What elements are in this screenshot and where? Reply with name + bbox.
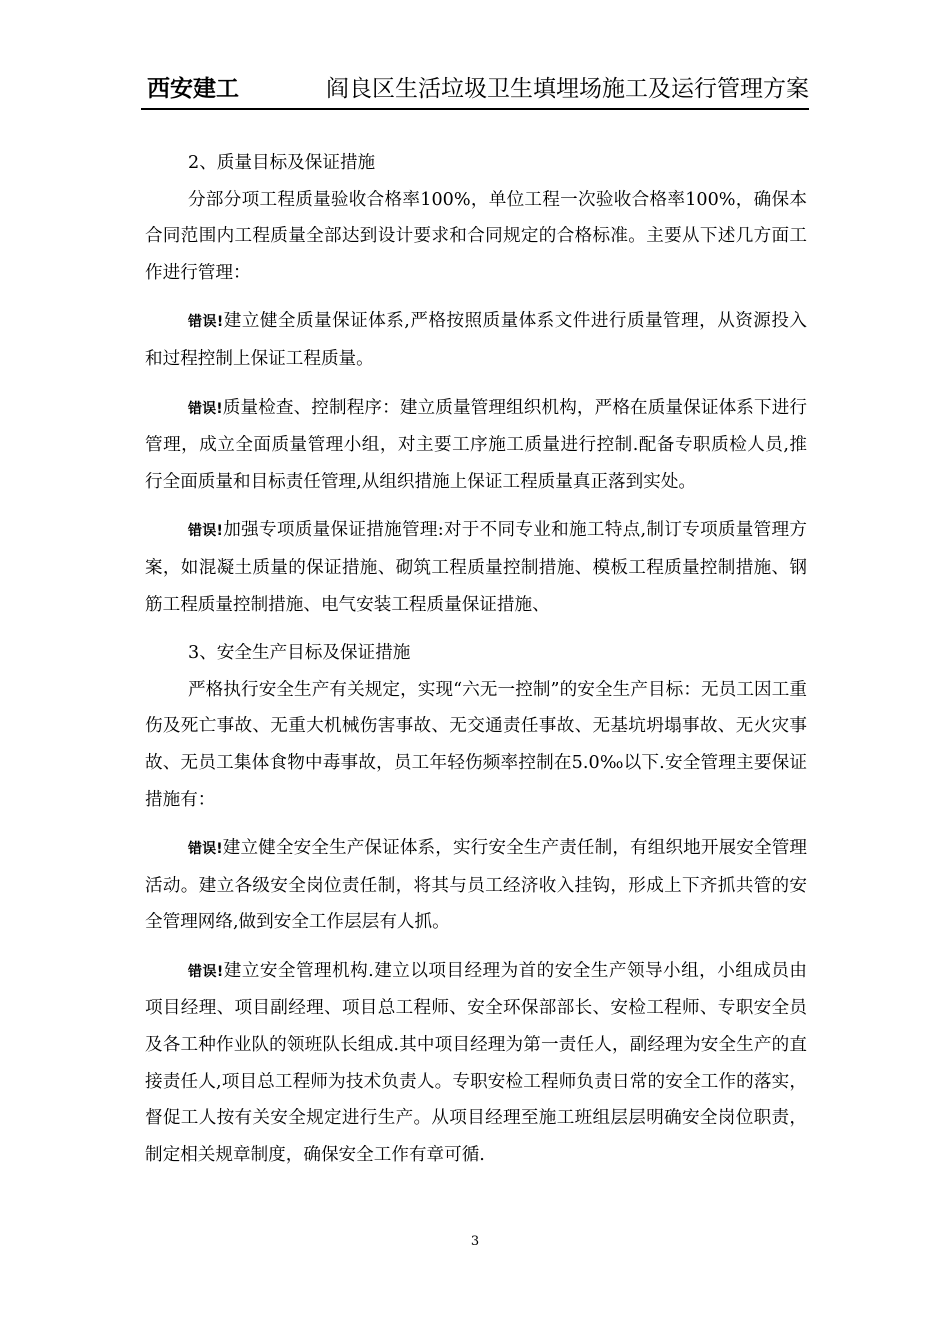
safety-item-2 — [145, 953, 807, 1174]
error-marker: 错误! — [188, 314, 224, 331]
section-heading-quality: 2、质量目标及保证措施 — [188, 153, 376, 173]
safety-item-2-text: 建立安全管理机构.建立以项目经理为首的安全生产领导小组，小组成员由项目经理、项目副经理、项目总工程师、安全环保部部长、安检工程师、专职安全员及各工种作业队的领班队长组成.其中项目经理为第一责任人，副经理为安全生产的直接责任人,项目总工程师为技术负责人。专职安检工程师负责日常的安全工作的落实，督促工人按有关安全规定进行生产。从项目经理至施工班组层层明确安全岗位职责，制定相关规章制度，确保安全工作有章可循. — [145, 960, 807, 1165]
spacer — [145, 378, 807, 390]
document-body — [145, 145, 807, 1173]
quality-intro-paragraph: 分部分项工程质量验收合格率100%，单位工程一次验收合格率100%，确保本合同范围内工程质量全部达到设计要求和合同规定的合格标准。主要从下述几方面工作进行管理： — [145, 189, 807, 283]
quality-item-3-text: 加强专项质量保证措施管理:对于不同专业和施工特点,制订专项质量管理方案，如混凝土质量的保证措施、砌筑工程质量控制措施、模板工程质量控制措施、钢筋工程质量控制措施、电气安装工程质量保证措施、 — [145, 520, 807, 615]
quality-item-3 — [145, 512, 807, 623]
safety-intro-paragraph: 严格执行安全生产有关规定，实现“六无一控制”的安全生产目标：无员工因工重伤及死亡事故、无重大机械伤害事故、无交通责任事故、无基坑坍塌事故、无火灾事故、无员工集体食物中毒事故，员工年轻伤频率控制在5.0‰以下.安全管理主要保证措施有： — [145, 679, 807, 810]
page-number: 3 — [470, 1234, 480, 1249]
spacer — [145, 291, 807, 303]
spacer — [145, 941, 807, 953]
error-marker: 错误! — [188, 523, 223, 540]
spacer — [145, 623, 807, 635]
error-marker: 错误! — [188, 841, 223, 858]
spacer — [145, 818, 807, 830]
quality-item-1-text: 建立健全质量保证体系,严格按照质量体系文件进行质量管理，从资源投入和过程控制上保证工程质量。 — [145, 311, 807, 369]
safety-item-1 — [145, 830, 807, 941]
document-title: 阎良区生活垃圾卫生填埋场施工及运行管理方案 — [326, 76, 809, 102]
quality-item-1 — [145, 303, 807, 377]
quality-item-2-text: 质量检查、控制程序：建立质量管理组织机构，严格在质量保证体系下进行管理，成立全面质量管理小组，对主要工序施工质量进行控制.配备专职质检人员,推行全面质量和目标责任管理,从组织措施上保证工程质量真正落到实处。 — [145, 397, 807, 492]
error-marker: 错误! — [188, 963, 224, 980]
company-name: 西安建工 — [147, 76, 239, 102]
error-marker: 错误! — [188, 400, 223, 417]
section-heading-safety: 3、安全生产目标及保证措施 — [188, 643, 411, 664]
header-divider — [141, 108, 809, 110]
quality-item-2 — [145, 390, 807, 501]
spacer — [145, 500, 807, 512]
safety-item-1-text: 建立健全安全生产保证体系，实行安全生产责任制，有组织地开展安全管理活动。建立各级安全岗位责任制，将其与员工经济收入挂钩，形成上下齐抓共管的安全管理网络,做到安全工作层层有人抓。 — [145, 838, 807, 933]
page-header — [141, 70, 809, 110]
